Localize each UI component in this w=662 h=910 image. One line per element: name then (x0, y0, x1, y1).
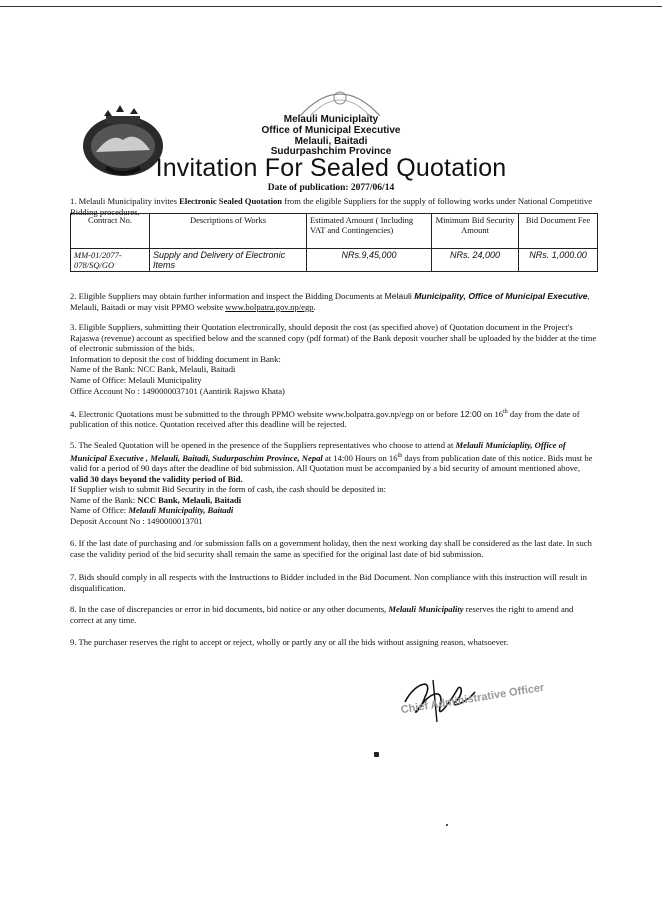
p2-text-f: . (313, 301, 316, 312)
paragraph-6: 6. If the last date of purchasing and /or submission falls on a government holiday, then the next working day shall be considered as the last date. In such case the validity period of the bid security shall remain the same as specified for the original last date of bid submission. (70, 538, 592, 559)
p1-text-c: from the eligible Suppliers for the supply of following works under National Competitive Bidding procedures. (70, 196, 593, 217)
p5-bank-line (70, 495, 598, 506)
p5-deposit-account: Deposit Account No : 1490000013701 (70, 516, 203, 527)
p4-text-d: day from the date of publication of this notice. Quotation received after this deadline will be rejected. (70, 408, 580, 430)
p2-text-b: Melauli (384, 291, 415, 301)
paragraph-4 (70, 407, 598, 430)
p8-municipality: Melauli Municipality (388, 604, 464, 614)
p3-office-name: Name of Office: Melauli Municipality (70, 374, 202, 385)
scan-top-border (0, 6, 662, 7)
scan-mark (374, 752, 379, 757)
p2-text-d: , Melauli, Baitadi or may visit PPMO website (70, 291, 590, 312)
cell-bid-security: NRs. 24,000 (432, 249, 519, 272)
p1-text-bold: Electronic Sealed Quotation (179, 196, 283, 206)
p2-office-name: Municipality, Office of Municipal Executive (414, 291, 588, 301)
p5-validity: valid 30 days beyond the validity period of Bid. (70, 473, 243, 484)
p5-text-a: 5. The Sealed Quotation will be opened in the presence of the Suppliers representatives who choose to attend at (70, 440, 456, 450)
cell-estimated-amount: NRs.9,45,000 (307, 249, 432, 272)
cell-contract-no: MM-01/2077-078/SQ/GO (71, 249, 150, 272)
header-estimated-amount: Estimated Amount ( Including VAT and Contingencies) (307, 214, 432, 249)
p5-bank-name: NCC Bank, Melauli, Baitadi (137, 494, 242, 505)
paragraph-5 (70, 440, 598, 527)
header-province: Sudurpashchim Province (270, 146, 392, 157)
p3-bank-name: Name of the Bank: NCC Bank, Melauli, Baitadi (70, 364, 236, 375)
p4-time: 12:00 (460, 408, 482, 419)
cell-description: Supply and Delivery of Electronic Items (150, 249, 307, 272)
p5-text-d: days from publication date of this notice. Bids must be valid for a period of 90 days after the deadline of bid submission. All Quotation must be accompanied by a bid security of amount mentioned above, (70, 452, 593, 474)
paragraph-9: 9. The purchaser reserves the right to accept or reject, wholly or partly any or all the bids without assigning reason, whatsoever. (70, 637, 509, 647)
publication-date: Date of publication: 2077/06/14 (267, 183, 395, 193)
table-row (71, 249, 598, 272)
paragraph-8 (70, 604, 598, 625)
header-location: Melauli, Baitadi (294, 136, 368, 147)
p5-bank-label: Name of the Bank: (70, 494, 138, 505)
bid-table (70, 213, 598, 272)
header-contract-no: Contract No. (71, 214, 150, 249)
paragraph-2 (70, 291, 598, 312)
p4-sup: th (503, 409, 508, 415)
paragraph-7: 7. Bids should comply in all respects with the Instructions to Bidder included in the Bid Document. Non compliance with this instruction will result in disqualification. (70, 572, 587, 593)
scan-mark-small (446, 824, 448, 826)
page-title: Invitation For Sealed Quotation (155, 154, 507, 182)
p4-text-c: on 16 (481, 408, 504, 419)
cell-document-fee: NRs. 1,000.00 (519, 249, 598, 272)
p5-sup: th (397, 452, 403, 459)
p3-account-no: Office Account No : 1490000037101 (Aantirik Rajswo Khata) (70, 385, 285, 396)
table-header-row (71, 214, 598, 249)
p5-office-label: Name of Office: (70, 505, 129, 516)
p5-text-c: at 14:00 Hours on 16 (322, 452, 398, 463)
p8-text-c: reserves the right to amend and correct at any time. (70, 604, 574, 625)
p3-bank-info-heading: Information to deposit the cost of bidding document in Bank: (70, 353, 281, 364)
p3-text: 3. Eligible Suppliers, submitting their Quotation electronically, should deposit the cost (as specified above) of Quotation document in the Project's Rajaswa (revenue) account as specified below and the scanned copy (pdf format) of the Bank deposit voucher shall be uploaded by the bidder at the time of electronic submission of the bids. (70, 322, 597, 354)
header-bid-security: Minimum Bid Security Amount (432, 214, 519, 249)
header-office: Office of Municipal Executive (261, 125, 401, 136)
official-seal-icon (295, 82, 385, 116)
header-municipality: Melauli Municiplaity (283, 114, 379, 125)
p5-office-name: Melauli Municipality, Baitadi (128, 505, 234, 516)
p5-office-line (70, 505, 598, 516)
paragraph-3 (70, 322, 598, 396)
ppmo-website-link[interactable]: www.bolpatra.gov.np/egp (225, 301, 314, 312)
p1-text-a: 1. Melauli Municipality invites (70, 196, 180, 206)
header-description: Descriptions of Works (150, 214, 307, 249)
header-document-fee: Bid Document Fee (519, 214, 598, 249)
p5-cash-info: If Supplier wish to submit Bid Security in the form of cash, the cash should be deposited in: (70, 484, 387, 495)
p5-venue: Melauli Municiaplity, Office of Municipal Executive , Melauli, Baitadi, Sudurpaschim Province, Nepal (70, 440, 566, 463)
p8-text-a: 8. In the case of discrepancies or error in bid documents, bid notice or any other documents, (70, 604, 389, 614)
p2-text-a: 2. Eligible Suppliers may obtain further information and inspect the Bidding Documents at (70, 291, 385, 301)
p4-text-a: 4. Electronic Quotations must be submitted to the through PPMO website www.bolpatra.gov.np/egp on or before (70, 408, 461, 419)
chief-administrative-officer-stamp: Chief Administrative Officer (399, 681, 546, 717)
